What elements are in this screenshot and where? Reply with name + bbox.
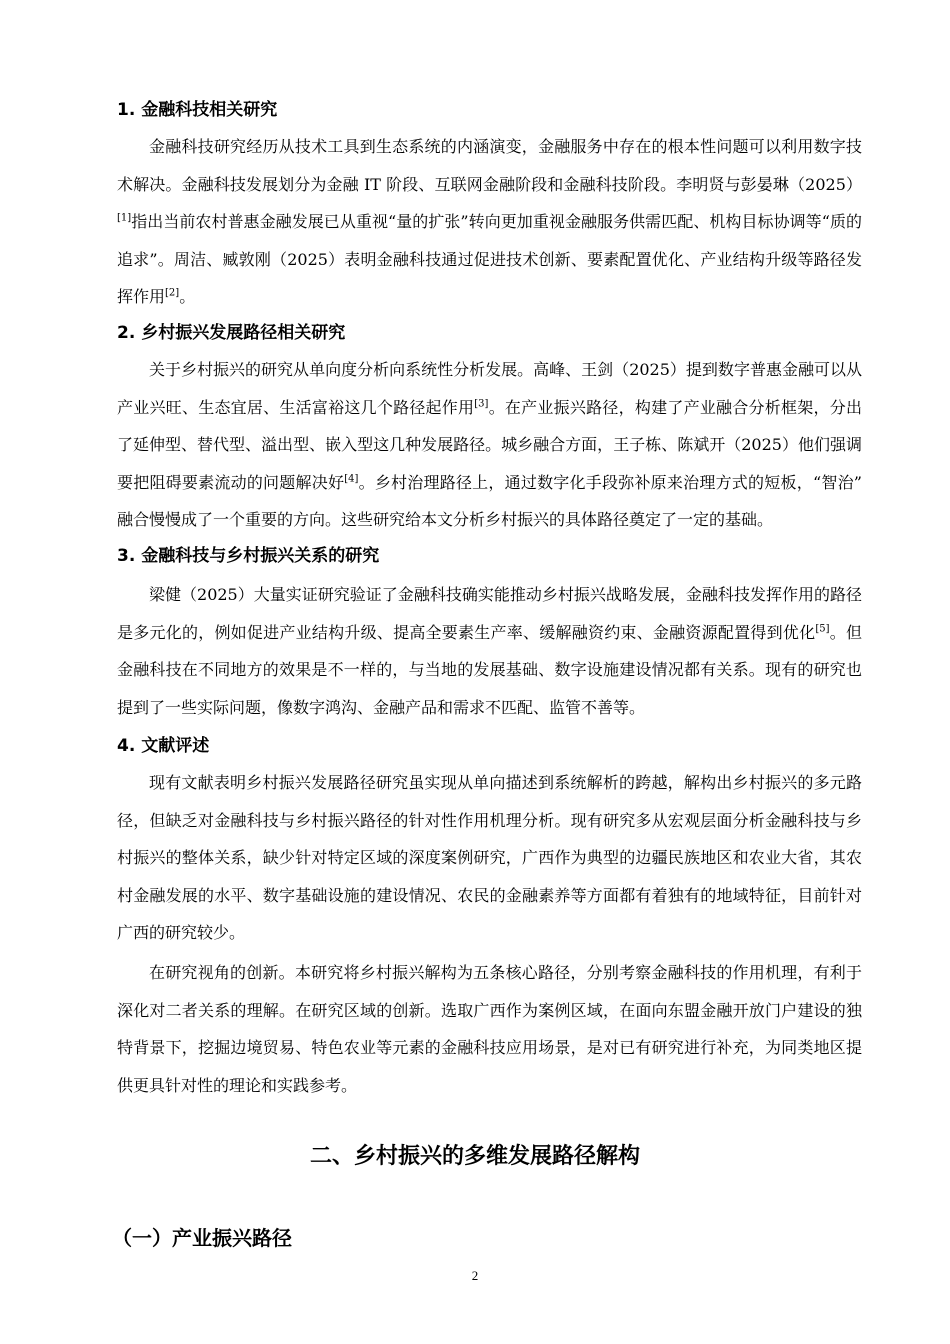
section-heading-1: 1. 金融科技相关研究 (117, 100, 278, 120)
section-heading-4: 4. 文献评述 (117, 736, 210, 756)
citation-1: [1] (117, 212, 132, 224)
paragraph-text: 。在产业振兴路径，构建了产业融合分析框架，分出了延伸型、替代型、溢出型、嵌入型这几种发展路径。城乡融合方面，王子栋、陈斌开（2025）他们强调要把阻碍要素流动的问题解决好 (117, 397, 862, 492)
paragraph-text: 关于乡村振兴的研究从单向度分析向系统性分析发展。高峰、王剑（2025）提到数字普惠金融可以从产业兴旺、生态宜居、生活富裕这几个路径起作用 (117, 360, 862, 417)
page-number: 2 (471, 1268, 479, 1283)
section-heading-2: 2. 乡村振兴发展路径相关研究 (117, 323, 346, 343)
paragraph-fintech-rural-relationship (117, 576, 862, 726)
citation-2: [2] (165, 288, 180, 300)
citation-3: [3] (474, 398, 489, 410)
citation-4: [4] (344, 473, 359, 485)
paragraph-text: 。乡村治理路径上，通过数字化手段弥补原来治理方式的短板，“智治” 融合慢慢成了一个重要的方向。这些研究给本文分析乡村振兴的具体路径奠定了一定的基础。 (117, 472, 862, 530)
chapter-title: 二、乡村振兴的多维发展路径解构 (309, 1144, 640, 1169)
paragraph-innovation: 在研究视角的创新。本研究将乡村振兴解构为五条核心路径，分别考察金融科技的作用机理，有利于深化对二者关系的理解。在研究区域的创新。选取广西作为案例区域，在面向东盟金融开放门户建设的独特背景下，挖掘边境贸易、特色农业等元素的金融科技应用场景，是对已有研究进行补充，为同类地区提供更具针对性的理论和实践参考。 (117, 963, 862, 1095)
paragraph-text: 金融科技研究经历从技术工具到生态系统的内涵演变，金融服务中存在的根本性问题可以利用数字技术解决。金融科技发展划分为金融 IT 阶段、互联网金融阶段和金融科技阶段。李明贤与彭晏琳（2025） (117, 137, 862, 194)
paragraph-text: 。 (179, 287, 196, 307)
subsection-title: （一）产业振兴路径 (112, 1226, 292, 1250)
citation-5: [5] (815, 623, 830, 635)
paragraph-rural-revitalization-paths (117, 351, 862, 539)
paragraph-literature-review: 现有文献表明乡村振兴发展路径研究虽实现从单向描述到系统解析的跨越，解构出乡村振兴的多元路径，但缺乏对金融科技与乡村振兴路径的针对性作用机理分析。现有研究多从宏观层面分析金融科技与乡村振兴的整体关系，缺少针对特定区域的深度案例研究，广西作为典型的边疆民族地区和农业大省，其农村金融发展的水平、数字基础设施的建设情况、农民的金融素养等方面都有着独有的地域特征，目前针对广西的研究较少。 (117, 773, 862, 943)
paragraph-text: 梁健（2025）大量实证研究验证了金融科技确实能推动乡村振兴战略发展，金融科技发挥作用的路径是多元化的，例如促进产业结构升级、提高全要素生产率、缓解融资约束、金融资源配置得到优化 (117, 585, 862, 642)
section-heading-3: 3. 金融科技与乡村振兴关系的研究 (117, 546, 380, 566)
paragraph-text: 。但金融科技在不同地方的效果是不一样的，与当地的发展基础、数字设施建设情况都有关系。现有的研究也提到了一些实际问题，像数字鸿沟、金融产品和需求不匹配、监管不善等。 (117, 622, 862, 717)
paragraph-fintech-research (117, 128, 862, 316)
paragraph-text: 指出当前农村普惠金融发展已从重视“量的扩张”转向更加重视金融服务供需匹配、机构目标协调等“质的追求”。周洁、臧敦刚（2025）表明金融科技通过促进技术创新、要素配置优化、产业结构升级等路径发挥作用 (117, 212, 862, 307)
